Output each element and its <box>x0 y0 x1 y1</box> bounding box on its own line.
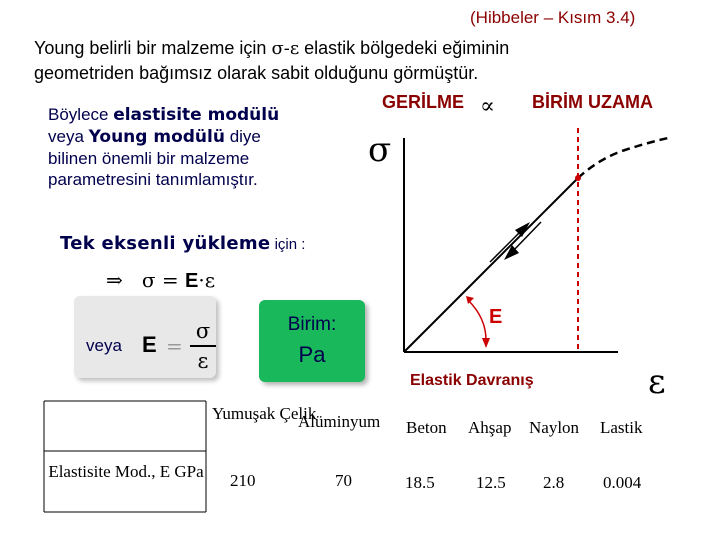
header-mild-steel: Yumuşak Çelik <box>212 404 317 423</box>
definition-l1-a: Böylece <box>48 105 114 124</box>
modulus-slope-label: E <box>489 306 503 328</box>
header-nylon: Naylon <box>529 418 580 437</box>
intro-line-1-a: Young belirli bir malzeme için <box>34 38 272 58</box>
header-aluminum: Alüminyum <box>298 412 381 431</box>
graph-caption: Elastik Davranış <box>410 372 534 389</box>
formula-sigma: σ <box>141 268 156 292</box>
definition-line-4: parametresini tanımlamıştır. <box>48 170 258 189</box>
reference-note: (Hibbeler – Kısım 3.4) <box>470 8 636 27</box>
formula-epsilon: ε <box>204 268 216 292</box>
sigma-epsilon-symbol: σ-ε <box>271 38 300 59</box>
intro-line-2: geometriden bağımsız olarak sabit olduğunu görmüştür. <box>34 63 479 83</box>
plastic-curve <box>578 138 668 178</box>
value-aluminum: 70 <box>335 471 352 490</box>
strain-label: BİRİM UZAMA <box>532 92 653 112</box>
value-mild-steel: 210 <box>230 471 256 490</box>
value-rubber: 0.004 <box>603 473 642 492</box>
unit-value: Pa <box>298 342 326 367</box>
formula-E: E <box>184 270 199 292</box>
fraction-numerator: σ <box>195 319 211 343</box>
header-concrete: Beton <box>406 418 447 437</box>
value-wood: 12.5 <box>476 473 506 492</box>
definition-line-3: bilinen önemli bir malzeme <box>48 149 250 168</box>
elastic-modulus-term: elastisite modülü <box>113 105 280 125</box>
proportional-limit-point <box>575 175 581 181</box>
formula-equals: = <box>155 268 185 292</box>
value-nylon: 2.8 <box>543 473 565 492</box>
unit-label: Birim: <box>287 314 337 335</box>
slope-arrow-bottom-icon <box>482 338 490 348</box>
slope-arc <box>468 300 486 340</box>
proportional-symbol: ∝ <box>480 94 495 119</box>
definition-l2-a: veya <box>48 127 89 146</box>
header-wood: Ahşap <box>468 418 512 437</box>
row-label-elastic-modulus: Elastisite Mod., E GPa <box>48 462 204 481</box>
stress-label: GERİLME <box>382 92 465 112</box>
uniaxial-rest: için : <box>270 236 306 253</box>
fraction-denominator: ε <box>197 348 209 373</box>
sigma-axis-label: σ <box>368 130 392 170</box>
definition-l2-c: diye <box>224 127 261 146</box>
formula-dot: · <box>198 268 205 292</box>
epsilon-axis-label: ε <box>648 362 666 402</box>
or-label: veya <box>86 336 122 355</box>
value-concrete: 18.5 <box>405 473 435 492</box>
alt-formula-equals: = <box>166 334 183 358</box>
alt-formula-E: E <box>142 332 157 357</box>
header-rubber: Lastik <box>600 418 643 437</box>
uniaxial-bold: Tek eksenli yükleme <box>60 233 271 254</box>
intro-line-1-b: elastik bölgedeki eğiminin <box>299 38 510 58</box>
implies-icon: ⇒ <box>106 268 123 292</box>
young-modulus-term: Young modülü <box>88 127 225 147</box>
